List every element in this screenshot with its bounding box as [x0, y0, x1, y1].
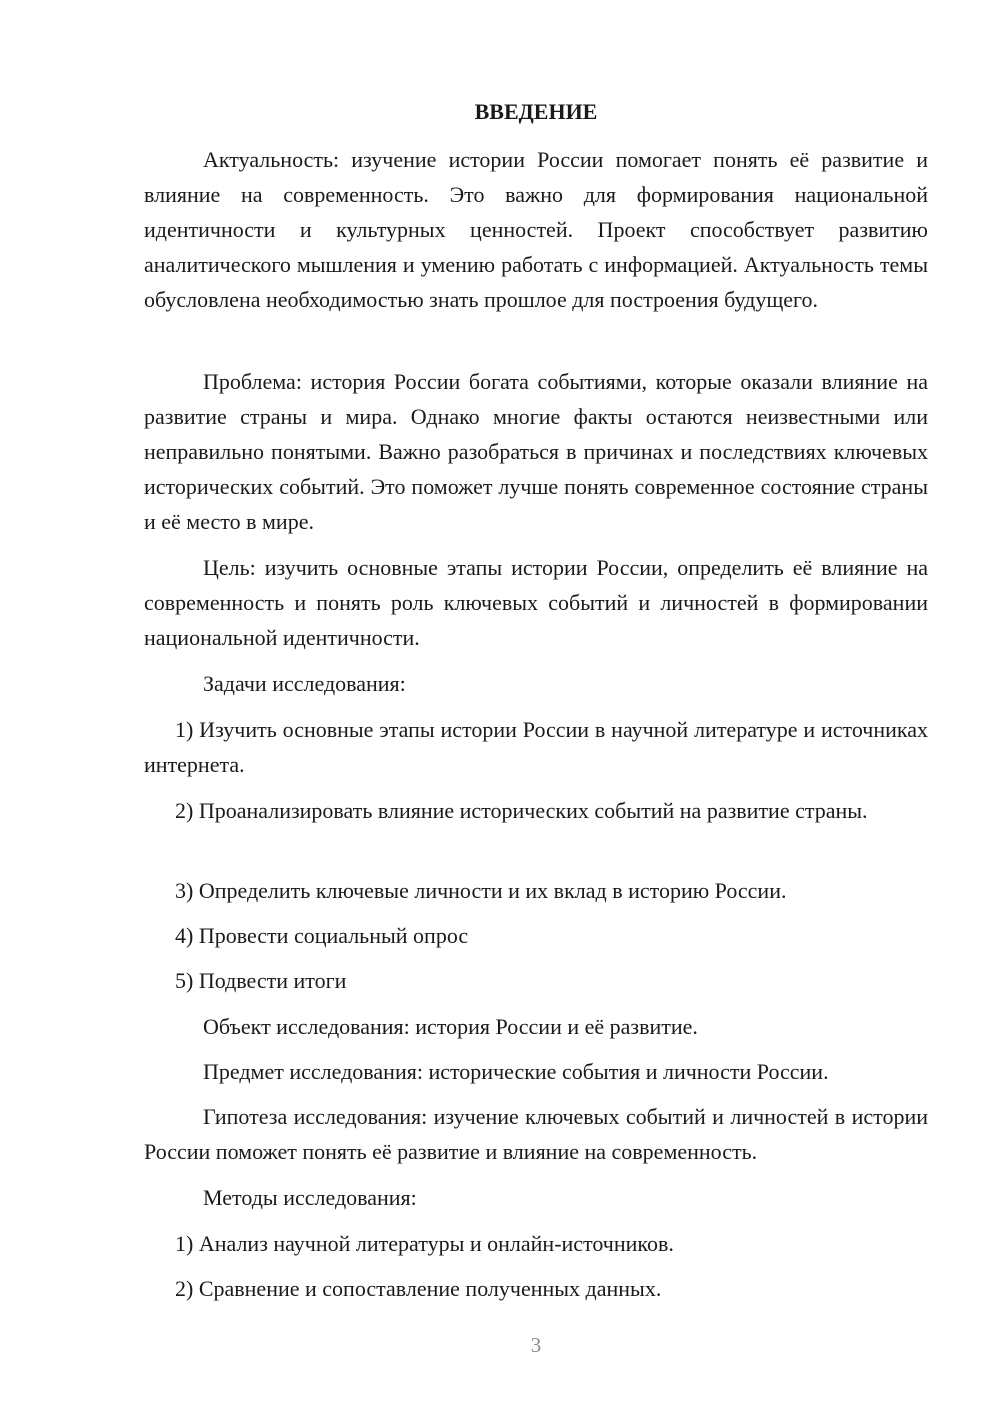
task-item: 3) Определить ключевые личности и их вклад в историю России.: [175, 878, 787, 903]
goal-paragraph: Цель: изучить основные этапы истории России, определить её влияние на современность и понять роль ключевых событий и личностей в формировании национальной идентичности.: [144, 555, 928, 650]
task-item: 5) Подвести итоги: [175, 968, 347, 993]
method-item: 1) Анализ научной литературы и онлайн-источников.: [175, 1231, 674, 1256]
task-item: 2) Проанализировать влияние исторических событий на развитие страны.: [175, 798, 868, 823]
relevance-paragraph: Актуальность: изучение истории России помогает понять её развитие и влияние на современность. Это важно для формирования национальной идентичности и культурных ценностей. Проект способствует развитию аналитического мышления и умению работать с информацией. Актуальность темы обусловлена необходимостью знать прошлое для построения будущего.: [144, 147, 928, 312]
problem-paragraph: Проблема: история России богата событиями, которые оказали влияние на развитие страны и мира. Однако многие факты остаются неизвестными или неправильно понятыми. Важно разобраться в причинах и последствиях ключевых исторических событий. Это поможет лучше понять современное состояние страны и её место в мире.: [144, 369, 928, 534]
task-item: 1) Изучить основные этапы истории России в научной литературе и источниках интернета.: [144, 717, 928, 777]
methods-heading: Методы исследования:: [203, 1185, 417, 1210]
object-paragraph: Объект исследования: история России и её развитие.: [203, 1014, 698, 1039]
page-title: ВВЕДЕНИЕ: [474, 99, 598, 124]
subject-paragraph: Предмет исследования: исторические события и личности России.: [203, 1059, 829, 1084]
task-item: 4) Провести социальный опрос: [175, 923, 469, 948]
hypothesis-paragraph: Гипотеза исследования: изучение ключевых событий и личностей в истории России поможет понять её развитие и влияние на современность.: [144, 1104, 928, 1164]
page-number: 3: [530, 1333, 542, 1357]
method-item: 2) Сравнение и сопоставление полученных данных.: [175, 1276, 662, 1301]
tasks-heading: Задачи исследования:: [203, 671, 406, 696]
